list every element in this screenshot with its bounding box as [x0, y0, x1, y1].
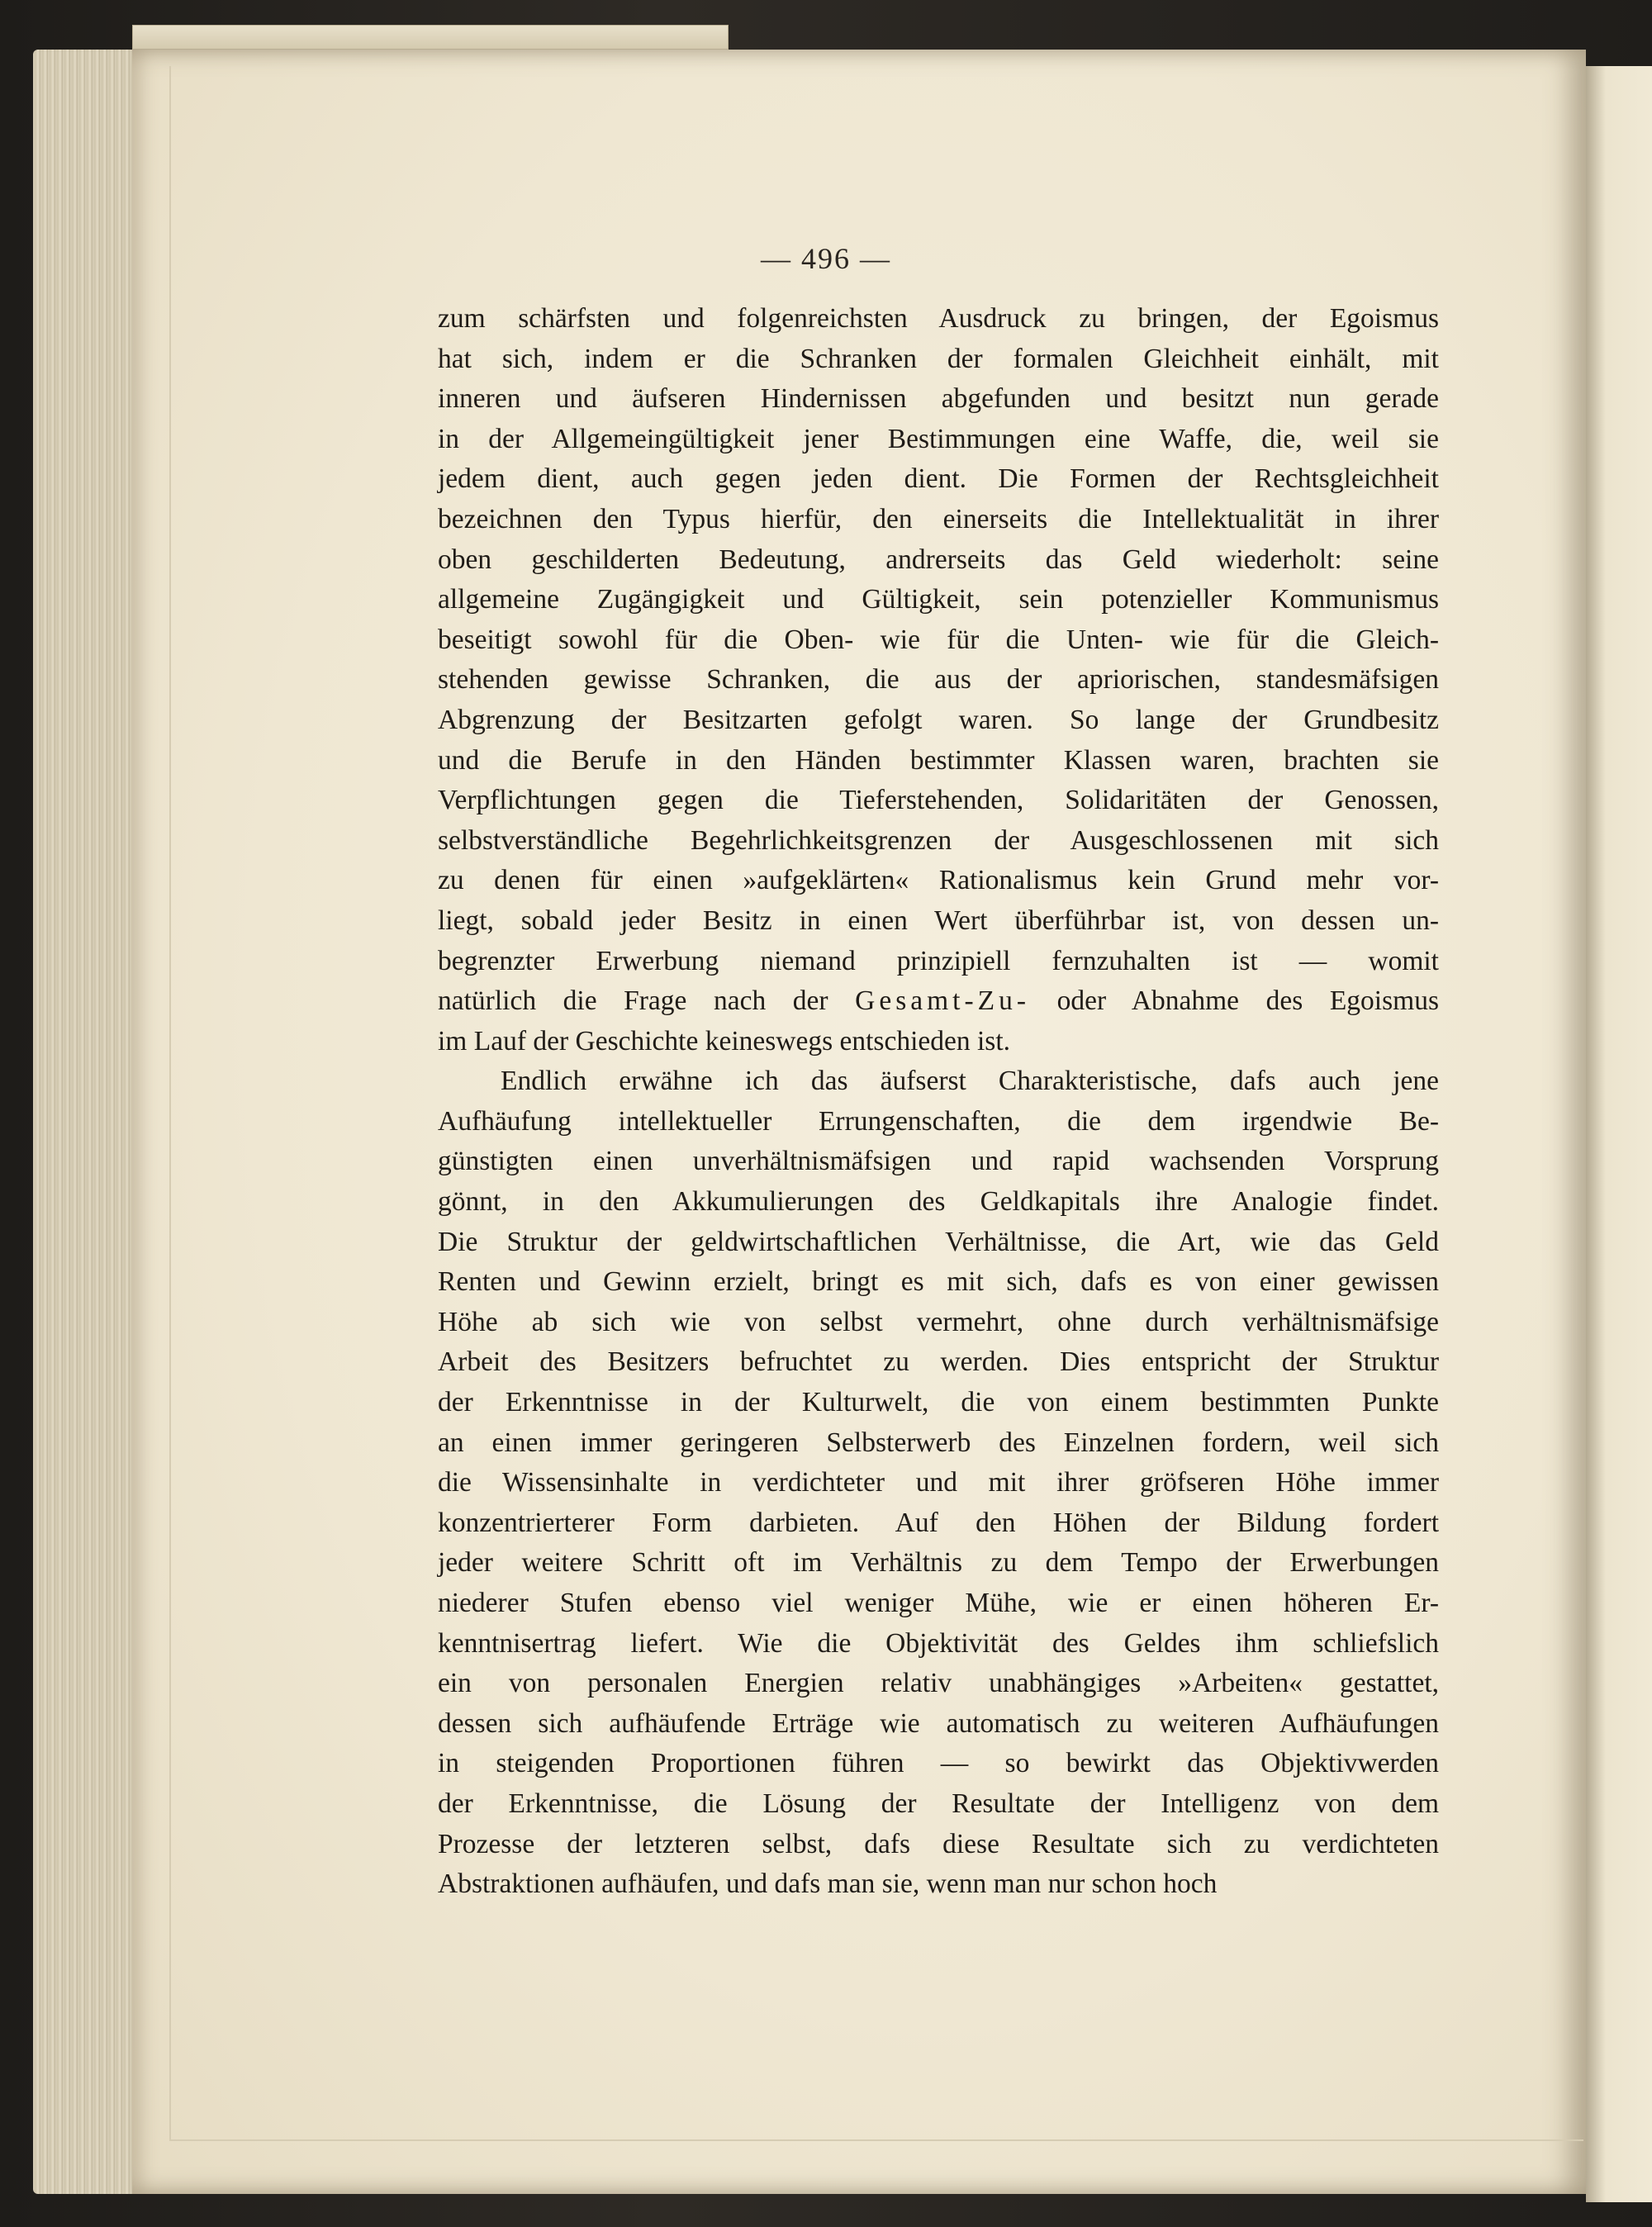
text-line: Aufhäufung intellektueller Errungenschaften, die dem irgendwie Be-: [438, 1105, 1439, 1137]
next-page-edge: [1586, 66, 1652, 2202]
text-line: hat sich, indem er die Schranken der formalen Gleichheit einhält, mit: [438, 343, 1439, 374]
text-line: jedem dient, auch gegen jeden dient. Die Formen der Rechtsgleichheit: [438, 463, 1439, 495]
paragraph: [438, 299, 1439, 1061]
text-line: beseitigt sowohl für die Oben- wie für die Unten- wie für die Gleich-: [438, 624, 1439, 655]
paragraph: [438, 1061, 1439, 1904]
emphasis-spaced: Gesamt-Zu-: [855, 985, 1030, 1017]
text-line: Verpflichtungen gegen die Tieferstehenden, Solidaritäten der Genossen,: [438, 785, 1439, 816]
page-number: — 496 —: [761, 242, 891, 275]
text-line: natürlich die Frage nach der Gesamt-Zu- oder Abnahme des Egoismus: [438, 985, 1439, 1017]
text-line: zum schärfsten und folgenreichsten Ausdruck zu bringen, der Egoismus: [438, 303, 1439, 334]
text-line: Abgrenzung der Besitzarten gefolgt waren. So lange der Grundbesitz: [438, 704, 1439, 735]
text-line: im Lauf der Geschichte keineswegs entschieden ist.: [438, 1025, 1011, 1057]
text-line: ein von personalen Energien relativ unabhängiges »Arbeiten« gestattet,: [438, 1668, 1439, 1699]
page-top-strip: [132, 25, 729, 50]
text-line: Endlich erwähne ich das äufserst Charakteristische, dafs auch jene: [501, 1066, 1439, 1097]
text-line: und die Berufe in den Händen bestimmter Klassen waren, brachten sie: [438, 744, 1439, 776]
text-line: Höhe ab sich wie von selbst vermehrt, ohne durch verhältnismäfsige: [438, 1306, 1439, 1337]
text-line: selbstverständliche Begehrlichkeitsgrenzen der Ausgeschlossenen mit sich: [438, 824, 1439, 856]
text-line: der Erkenntnisse in der Kulturwelt, die von einem bestimmten Punkte: [438, 1387, 1439, 1418]
text-line: Arbeit des Besitzers befruchtet zu werden. Dies entspricht der Struktur: [438, 1346, 1439, 1378]
text-line: in der Allgemeingültigkeit jener Bestimmungen eine Waffe, die, weil sie: [438, 423, 1439, 454]
text-line: kenntnisertrag liefert. Wie die Objektivität des Geldes ihm schliefslich: [438, 1627, 1439, 1659]
text-line: die Wissensinhalte in verdichteter und mit ihrer gröfseren Höhe immer: [438, 1467, 1439, 1498]
text-line: stehenden gewisse Schranken, die aus der apriorischen, standesmäfsigen: [438, 664, 1439, 696]
text-line: oben geschilderten Bedeutung, andrerseits das Geld wiederholt: seine: [438, 544, 1439, 575]
text-line: dessen sich aufhäufende Erträge wie automatisch zu weiteren Aufhäufungen: [438, 1707, 1439, 1739]
text-line: niederer Stufen ebenso viel weniger Mühe, wie er einen höheren Er-: [438, 1588, 1439, 1618]
text-line: Abstraktionen aufhäufen, und dafs man sie, wenn man nur schon hoch: [438, 1868, 1218, 1900]
text-line: allgemeine Zugängigkeit und Gültigkeit, sein potenzieller Kommunismus: [438, 584, 1439, 615]
text-line: zu denen für einen »aufgeklärten« Rationalismus kein Grund mehr vor-: [438, 865, 1439, 896]
text-line: begrenzter Erwerbung niemand prinzipiell fernzuhalten ist — womit: [438, 945, 1439, 976]
text-line: Prozesse der letzteren selbst, dafs diese Resultate sich zu verdichteten: [438, 1828, 1439, 1859]
text-line: bezeichnen den Typus hierfür, den einerseits die Intellektualität in ihrer: [438, 503, 1439, 534]
text-line: Die Struktur der geldwirtschaftlichen Verhältnisse, die Art, wie das Geld: [438, 1226, 1439, 1257]
text-line: an einen immer geringeren Selbsterwerb des Einzelnen fordern, weil sich: [438, 1427, 1439, 1458]
text-line: liegt, sobald jeder Besitz in einen Wert überführbar ist, von dessen un-: [438, 905, 1439, 936]
text-line: inneren und äufseren Hindernissen abgefunden und besitzt nun gerade: [438, 383, 1439, 415]
text-line: konzentrierterer Form darbieten. Auf den Höhen der Bildung fordert: [438, 1507, 1439, 1538]
text-line: in steigenden Proportionen führen — so bewirkt das Objektivwerden: [438, 1748, 1439, 1779]
body-text: [438, 299, 1439, 1905]
text-line: günstigten einen unverhältnismäfsigen und rapid wachsenden Vorsprung: [438, 1146, 1439, 1177]
text-line: jeder weitere Schritt oft im Verhältnis zu dem Tempo der Erwerbungen: [438, 1547, 1439, 1579]
text-line: der Erkenntnisse, die Lösung der Resultate der Intelligenz von dem: [438, 1788, 1439, 1819]
text-line: gönnt, in den Akkumulierungen des Geldkapitals ihre Analogie findet.: [438, 1186, 1439, 1218]
text-line: Renten und Gewinn erzielt, bringt es mit sich, dafs es von einer gewissen: [438, 1266, 1439, 1298]
